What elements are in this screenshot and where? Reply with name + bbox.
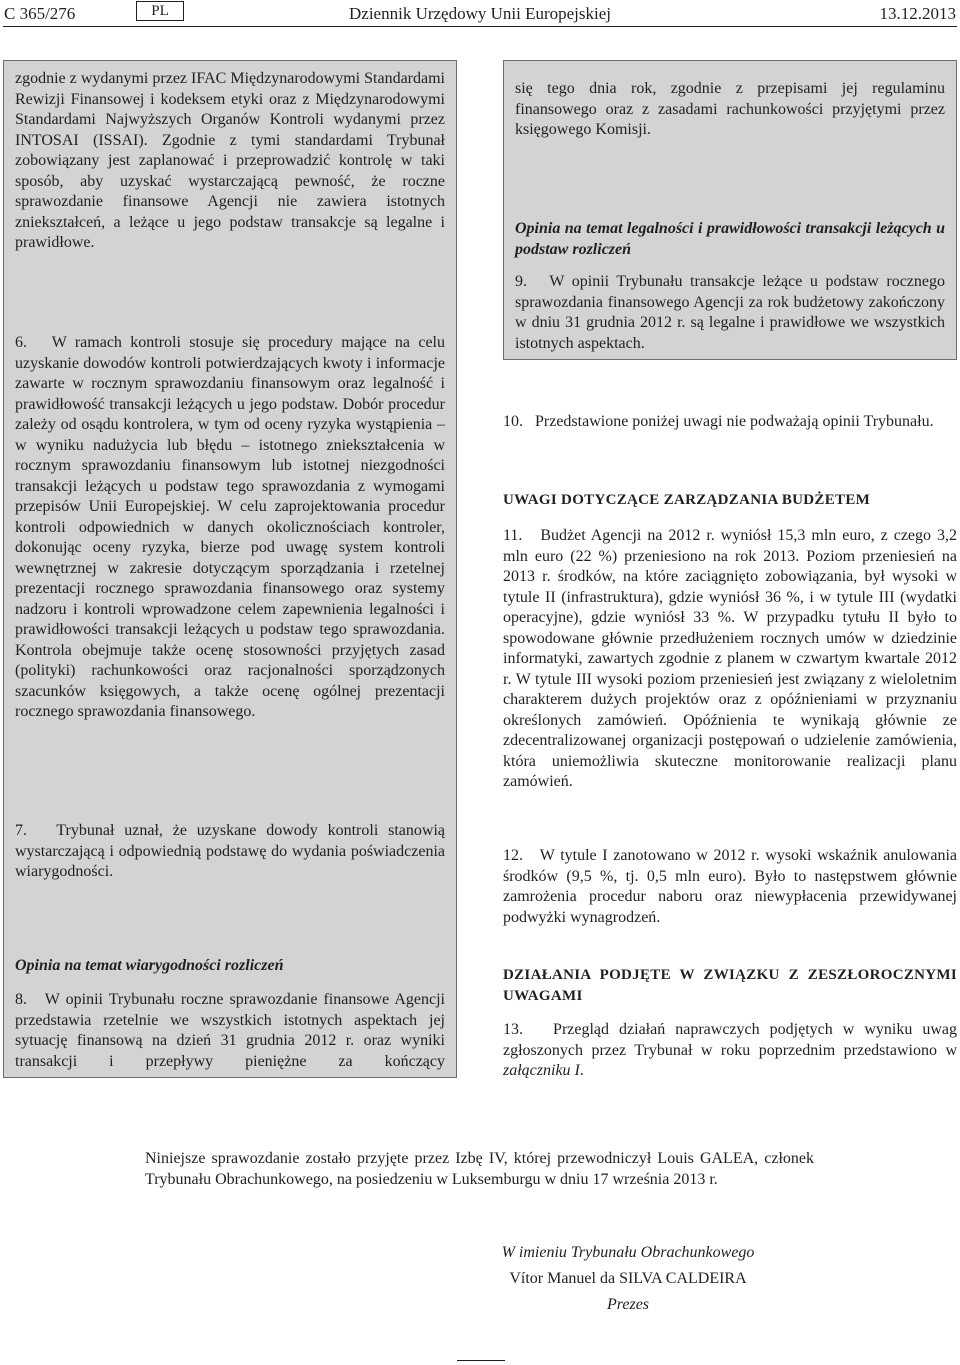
paragraph-number: 6. <box>15 334 27 351</box>
signatory-title: Prezes <box>606 1296 650 1313</box>
paragraph-number: 12. <box>503 847 523 864</box>
paragraph-8 <box>15 990 445 1072</box>
page-header <box>0 0 960 32</box>
page-reference: C 365/276 <box>4 4 76 23</box>
signatory-name: Vítor Manuel da SILVA CALDEIRA <box>509 1270 747 1287</box>
paragraph-13: 13. Przegląd działań naprawczych podjętych w wyniku uwag zgłoszonych przez Trybunał w roku poprzednim przedstawiono w załączniku I. <box>503 1021 957 1079</box>
publication-date: 13.12.2013 <box>879 4 956 23</box>
signature-on-behalf: W imieniu Trybunału Obrachunkowego <box>501 1244 755 1261</box>
footer-rule <box>457 1360 505 1361</box>
paragraph-12 <box>503 846 957 928</box>
paragraph-text: W opinii Trybunału roczne sprawozdanie finansowe Agencji przedstawia rzetelnie we wszystkich istotnych aspektach jej sytuację finansową na dzień 31 grudnia 2012 r. oraz wyniki transakcji i przepływy pieniężne za kończący <box>15 991 446 1070</box>
journal-title: Dziennik Urzędowy Unii Europejskiej <box>349 4 612 23</box>
paragraph-6 <box>15 333 445 723</box>
annex-reference: załączniku I <box>503 1062 580 1079</box>
paragraph-10 <box>503 412 957 433</box>
paragraph-number: 8. <box>15 991 27 1008</box>
paragraph-9 <box>515 272 945 354</box>
legality-heading: Opinia na temat legalności i prawidłowości transakcji leżących u podstaw rozliczeń <box>515 220 945 258</box>
paragraph-text: Trybunał uznał, że uzyskane dowody kontroli stanowią wystarczającą i odpowiednią podstawę do wydania poświadczenia wiarygodności. <box>15 822 446 880</box>
paragraph-text: W opinii Trybunału transakcje leżące u podstaw rocznego sprawozdania finansowego Agencji za rok budżetowy zakończony w dniu 31 grudnia 2012 r. są legalne i prawidłowe we wszystkich istotnych aspektach. <box>515 273 945 352</box>
paragraph-number: 9. <box>515 273 527 290</box>
paragraph-11 <box>503 526 957 793</box>
paragraph-number: 11. <box>503 527 523 544</box>
opinion-heading: Opinia na temat wiarygodności rozliczeń <box>15 957 284 974</box>
paragraph-text: Przegląd działań naprawczych podjętych w wyniku uwag zgłoszonych przez Trybunał w roku poprzednim przedstawiono w <box>503 1021 957 1059</box>
paragraph-number: 13. <box>503 1021 523 1038</box>
paragraph-number: 7. <box>15 822 27 839</box>
paragraph-text: W tytule I zanotowano w 2012 r. wysoki wskaźnik anulowania środków (9,5 %, tj. 0,5 mln euro). Było to następstwem głównie zamrożenia procedur naboru oraz niewypłacenia przewidywanej podwyżki wynagrodzeń. <box>503 847 957 926</box>
continuation-paragraph: się tego dnia rok, zgodnie z przepisami jej regulaminu finansowego oraz z zasadami rachunkowości przyjętymi przez księgowego Komisji. <box>515 80 945 138</box>
header-divider <box>3 26 957 27</box>
budget-heading: UWAGI DOTYCZĄCE ZARZĄDZANIA BUDŻETEM <box>503 492 871 508</box>
paragraph-number: 10. <box>503 413 523 430</box>
actions-heading: DZIAŁANIA PODJĘTE W ZWIĄZKU Z ZESZŁOROCZNYMI UWAGAMI <box>503 967 957 1004</box>
paragraph-text: Budżet Agencji na 2012 r. wyniósł 15,3 mln euro, z czego 3,2 mln euro (22 %) przeniesiono na rok 2013. Poziom przeniesień na 2013 r. środków, na które zaciągnięto zobowiązania, był wysoki w tytule II (infrastruktura), gdzie wyniósł 36 %, i w tytule III (wydatki operacyjne), gdzie wyniósł 33 %. W przypadku tytułu II było to spowodowane głównie przedłużeniem rocznych umów w dziedzinie informatyki, zawartych zgodnie z planem w czwartym kwartale 2012 r. W tytule III wysoki poziom przeniesień jest związany z wieloletnim charakterem dużych projektów oraz z opóźnieniami w przyznaniu określonych zamówień. Opóźnienia te wynikają głównie ze zdecentralizowanej organizacji postępowań o udzielenie zamówienia, która uniemożliwia skuteczne monitorowanie realizacji planu zamówień. <box>503 527 957 790</box>
paragraph-7 <box>15 821 445 883</box>
paragraph-text: W ramach kontroli stosuje się procedury mające na celu uzyskanie dowodów kontroli potwierdzających kwoty i informacje zawarte w rocznym sprawozdaniu finansowym oraz legalność i prawidłowość transakcji leżących u jego podstaw. Dobór procedur zależy od osądu kontrolera, w tym od oceny ryzyka wystąpienia – w wyniku nadużycia lub błędu – istotnego zniekształcenia w rocznym sprawozdaniu finansowym lub istotnej niezgodności transakcji leżących u podstaw tego sprawozdania z wymogami przepisów Unii Europejskiej. W celu zaprojektowania procedur kontroli odpowiednich w danych okolicznościach kontroler, dokonując oceny ryzyka, bierze pod uwagę system kontroli wewnętrznej w zakresie dotyczącym sporządzania i rzetelnej prezentacji rocznego sprawozdania finansowego oraz systemy nadzoru i kontroli wprowadzone celem zapewnienia legalności i prawidłowości transakcji leżących u podstaw tego sprawozdania. Kontrola obejmuje także ocenę stosowności przyjętych zasad (polityki) rachunkowości oraz racjonalności sporządzonych szacunków księgowych, a także ocenę ogólnej prezentacji rocznego sprawozdania finansowego. <box>15 334 445 720</box>
intro-paragraph: zgodnie z wydanymi przez IFAC Międzynarodowymi Standardami Rewizji Finansowej i kodeksem etyki oraz z Międzynarodowymi Standardami Najwyższych Organów Kontroli wydanymi przez INTOSAI (ISSAI). Zgodnie z tymi standardami Trybunał zobowiązany jest zaplanować i przeprowadzić kontrolę w taki sposób, aby uzyskać wystarczającą pewność, że roczne sprawozdanie finansowe Agencji nie zawiera istotnych zniekształceń, a leżące u jego podstaw transakcje są legalne i prawidłowe. <box>15 70 445 251</box>
adoption-statement: Niniejsze sprawozdanie zostało przyjęte przez Izbę IV, której przewodniczył Louis GALEA, członek Trybunału Obrachunkowego, na posiedzeniu w Luksemburgu w dniu 17 września 2013 r. <box>145 1150 814 1188</box>
language-badge: PL <box>136 1 184 21</box>
paragraph-text: Przedstawione poniżej uwagi nie podważają opinii Trybunału. <box>535 413 934 430</box>
